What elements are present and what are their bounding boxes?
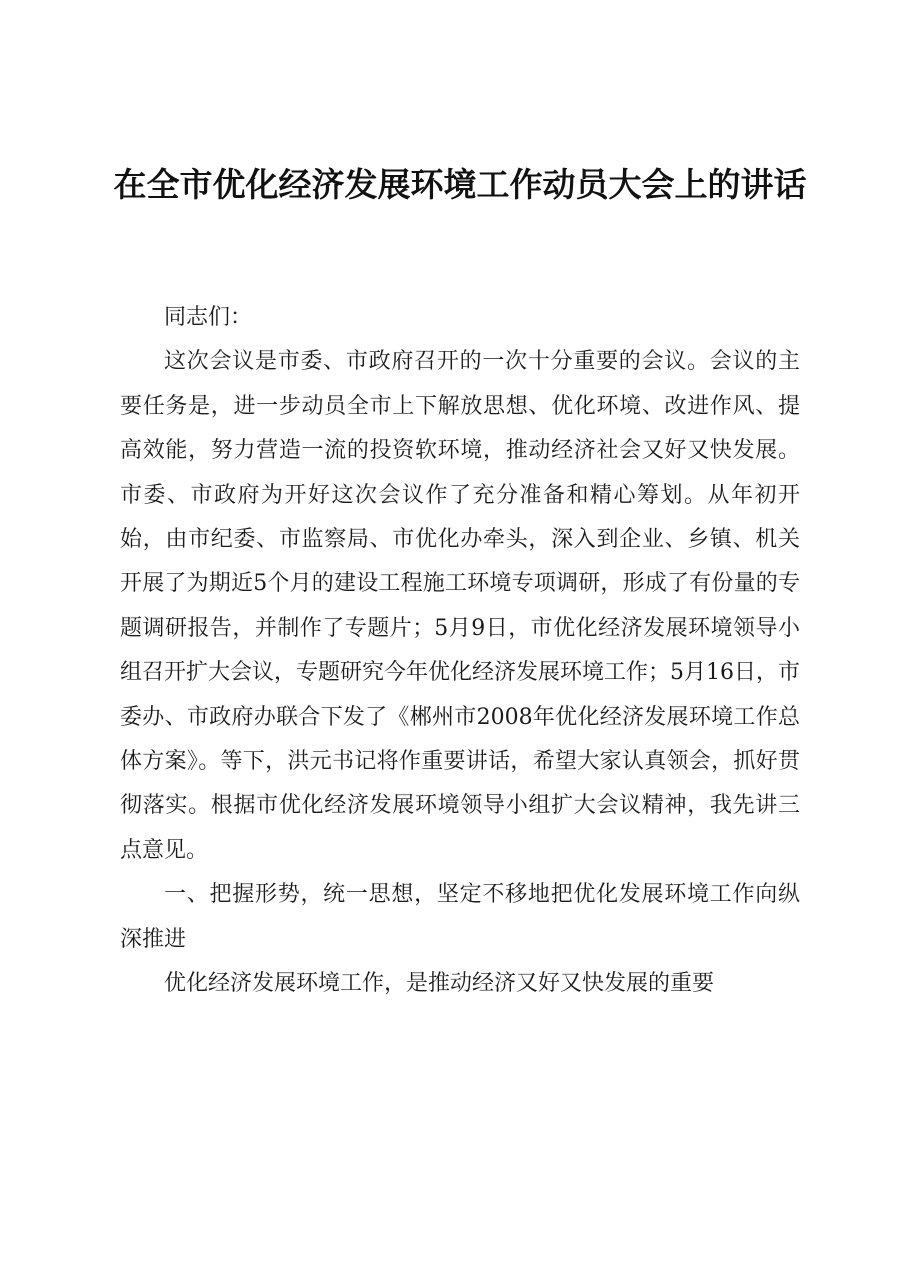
intro-paragraph: 这次会议是市委、市政府召开的一次十分重要的会议。会议的主要任务是，进一步动员全市上下解放思想、优化环境、改进作风、提高效能，努力营造一流的投资软环境，推动经济社会又好又快发展。市委、市政府为开好这次会议作了充分准备和精心筹划。从年初开始，由市纪委、市监察局、市优化办牵头，深入到企业、乡镇、机关开展了为期近5个月的建设工程施工环境专项调研，形成了有份量的专题调研报告，并制作了专题片；5月9日，市优化经济发展环境领导小组召开扩大会议，专题研究今年优化经济发展环境工作；5月16日，市委办、市政府办联合下发了《郴州市2008年优化经济发展环境工作总体方案》。等下，洪元书记将作重要讲话，希望大家认真领会，抓好贯彻落实。根据市优化经济发展环境领导小组扩大会议精神，我先讲三点意见。 bbox=[120, 349, 800, 863]
salutation-paragraph: 同志们： bbox=[164, 305, 253, 330]
document-title: 在全市优化经济发展环境工作动员大会上的讲话 bbox=[113, 165, 807, 204]
section-1-paragraph: 优化经济发展环境工作，是推动经济又好又快发展的重要 bbox=[164, 971, 715, 997]
document-body bbox=[120, 296, 800, 1007]
section-heading-1: 一、把握形势，统一思想，坚定不移地把优化发展环境工作向纵深推进 bbox=[120, 882, 800, 952]
